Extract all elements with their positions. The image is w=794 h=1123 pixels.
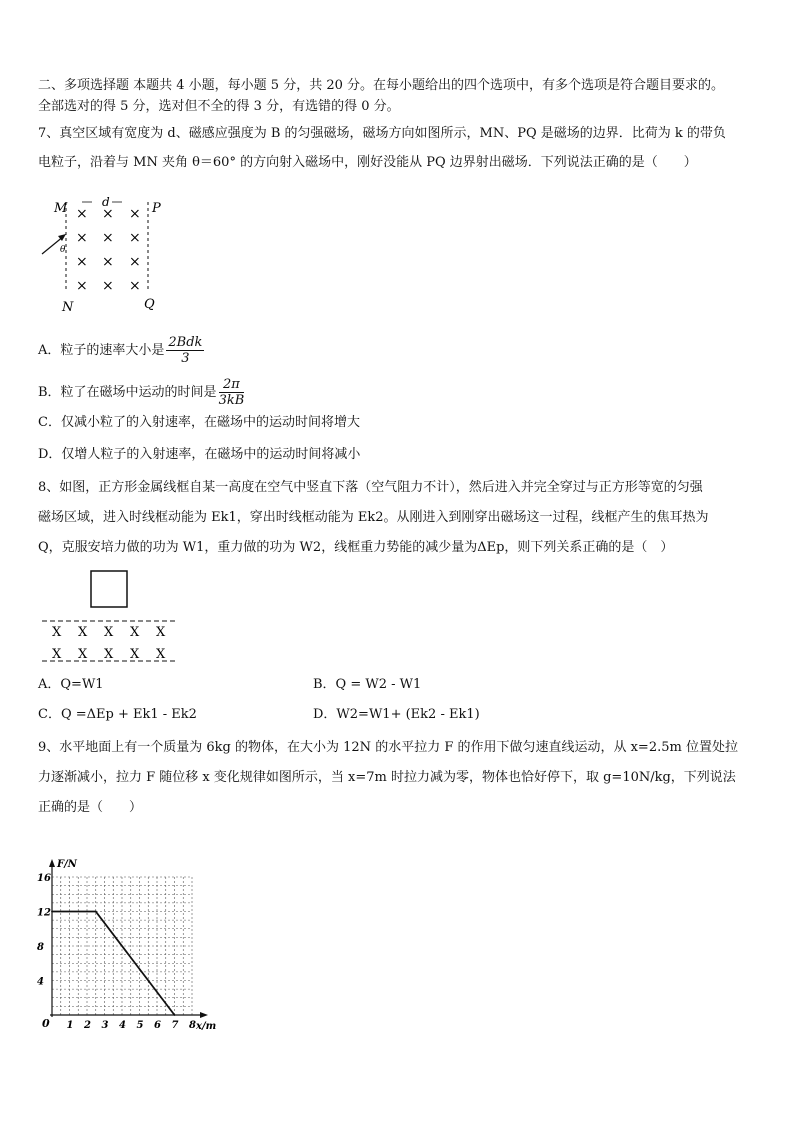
chart-x-tick-label: 1 <box>66 1020 74 1031</box>
chart-y-tick-label: 4 <box>37 976 44 988</box>
q8-field-cross: X <box>104 647 114 662</box>
q7-label-N: N <box>62 300 74 315</box>
q7-field-cross: × <box>102 254 114 270</box>
q7-option-b-text: B．粒了在磁场中运动的时间是 <box>38 385 217 400</box>
q8-option-a[interactable]: A．Q=W1 <box>38 677 104 692</box>
q8-frame-field-figure <box>38 566 183 666</box>
q8-option-d[interactable]: D．W2=W1+ (Ek2 - Ek1) <box>313 707 480 722</box>
chart-data-point <box>51 911 53 913</box>
chart-y-tick-label: 12 <box>37 907 51 919</box>
q7-option-a[interactable] <box>38 335 204 366</box>
q8-stem-line2: 磁场区域，进入时线框动能为 Ek1，穿出时线框动能为 Ek2。从刚进入到刚穿出磁场这一过程，线框产生的焦耳热为 <box>38 510 709 525</box>
q9-stem-line2: 力逐渐减小，拉力 F 随位移 x 变化规律如图所示，当 x=7m 时拉力减为零，物体也恰好停下，取 g=10N/kg，下列说法 <box>38 770 736 785</box>
q7-field-cross: × <box>129 206 141 222</box>
q7-label-M: M <box>54 201 68 216</box>
q8-field-cross: X <box>52 647 62 662</box>
q9-stem-line1: 9、水平地面上有一个质量为 6kg 的物体，在大小为 12N 的水平拉力 F 的作用下做匀速直线运动，从 x=2.5m 位置处拉 <box>38 740 738 755</box>
q8-field-cross: X <box>78 625 88 640</box>
q7-field-cross: × <box>102 206 114 222</box>
q7-field-cross: × <box>76 254 88 270</box>
q7-option-b-fraction <box>219 377 245 408</box>
q7-option-b[interactable] <box>38 377 244 408</box>
q9-stem-line3: 正确的是（ ） <box>38 800 143 815</box>
section-header-line1: 二、多项选择题 本题共 4 小题，每小题 5 分，共 20 分。在每小题给出的四个选项中，有多个选项是符合题目要求的。 <box>38 78 725 93</box>
q7-option-d[interactable]: D．仅增人粒子的入射速率，在磁场中的运动时间将减小 <box>38 447 361 462</box>
q8-field-cross: X <box>78 647 88 662</box>
q7-label-Q: Q <box>144 297 155 312</box>
chart-x-tick-label: 2 <box>84 1020 91 1031</box>
q8-square-frame <box>91 571 127 607</box>
section-header-line2: 全部选对的得 5 分，选对但不全的得 3 分，有选错的得 0 分。 <box>38 99 400 114</box>
q8-stem-line1: 8、如图，正方形金属线框自某一高度在空气中竖直下落（空气阻力不计），然后进入并完全穿过与正方形等宽的匀强 <box>38 480 703 495</box>
q7-field-cross: × <box>129 230 141 246</box>
chart-y-tick-label: 8 <box>37 942 44 953</box>
chart-y-axis-arrow <box>49 859 55 867</box>
q7-field-cross: × <box>76 278 88 294</box>
q7-option-b-numerator: 2π <box>219 377 245 393</box>
chart-x-tick-label: 3 <box>101 1020 109 1031</box>
q7-stem-line2: 电粒子，沿着与 MN 夹角 θ＝60° 的方向射入磁场中，刚好没能从 PQ 边界射出磁场．下列说法正确的是（ ） <box>38 155 697 170</box>
q7-field-cross: × <box>102 230 114 246</box>
chart-x-tick-label: 8 <box>189 1020 196 1031</box>
q7-option-c[interactable]: C．仅减小粒了的入射速率，在磁场中的运动时间将增大 <box>38 415 360 430</box>
q7-label-d: d <box>102 195 110 209</box>
q7-field-cross: × <box>102 278 114 294</box>
q8-field-cross: X <box>104 625 114 640</box>
q7-field-cross: × <box>76 230 88 246</box>
q7-option-a-denominator: 3 <box>181 351 190 366</box>
q7-label-P: P <box>152 201 161 216</box>
q7-field-cross: × <box>129 278 141 294</box>
chart-y-tick-label: 16 <box>37 873 51 884</box>
q8-field-cross: X <box>130 625 140 640</box>
q7-option-a-numerator: 2Bdk <box>168 335 203 350</box>
q8-field-cross: X <box>156 625 166 640</box>
chart-data-point <box>174 1014 176 1016</box>
q7-option-a-text: A．粒子的速率大小是 <box>38 343 165 358</box>
chart-data-point <box>95 911 97 913</box>
chart-origin-label: 0 <box>42 1017 50 1030</box>
chart-x-tick-label: 6 <box>154 1020 161 1031</box>
q7-stem-line1: 7、真空区域有宽度为 d、磁感应强度为 B 的匀强磁场，磁场方向如图所示，MN、PQ 是磁场的边界．比荷为 k 的带负 <box>38 126 726 141</box>
chart-x-tick-label: 4 <box>119 1020 126 1031</box>
chart-x-axis-arrow <box>200 1012 208 1018</box>
chart-x-axis-label: x/m <box>196 1021 217 1032</box>
q9-force-displacement-chart <box>30 842 220 1042</box>
q8-option-b[interactable]: B．Q = W2 - W1 <box>313 677 422 692</box>
q8-option-c[interactable]: C．Q =ΔEp + Ek1 - Ek2 <box>38 707 197 722</box>
q8-stem-line3: Q，克服安培力做的功为 W1，重力做的功为 W2，线框重力势能的减少量为ΔEp，则下列关系正确的是（ ） <box>38 540 674 555</box>
q7-field-cross: × <box>129 254 141 270</box>
q7-label-theta: θ <box>60 245 66 255</box>
chart-x-tick-label: 7 <box>171 1020 179 1031</box>
q8-field-cross: X <box>156 647 166 662</box>
q7-option-b-denominator: 3kB <box>218 393 245 408</box>
q8-field-cross: X <box>130 647 140 662</box>
chart-y-axis-label: F/N <box>57 859 77 870</box>
q8-field-cross: X <box>52 625 62 640</box>
chart-x-tick-label: 5 <box>136 1020 144 1031</box>
q7-field-cross: × <box>76 206 88 222</box>
q7-magnetic-field-figure <box>36 192 176 316</box>
q7-option-a-fraction <box>166 335 204 366</box>
